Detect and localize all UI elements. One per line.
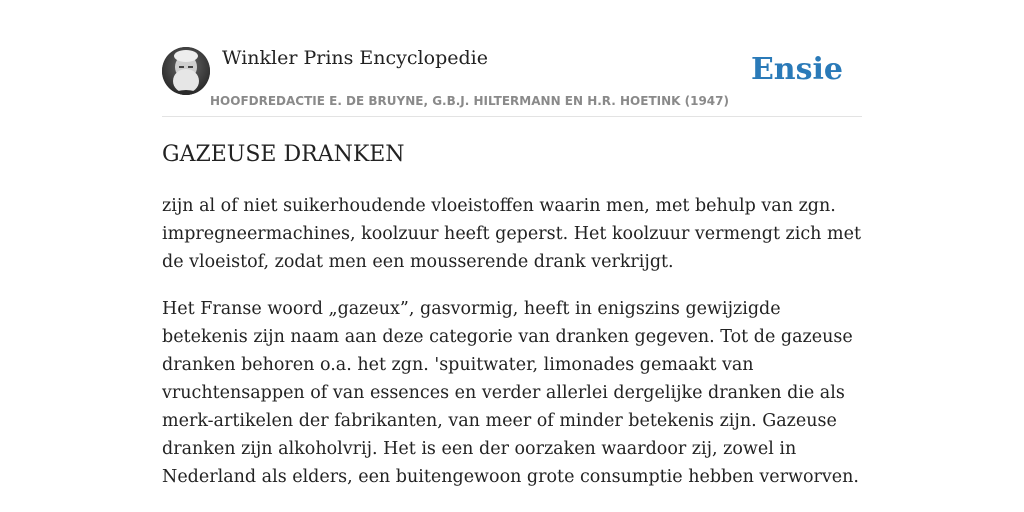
editorial-credit: HOOFDREDACTIE E. DE BRUYNE, G.B.J. HILTERMANN EN H.R. HOETINK (1947) xyxy=(210,94,729,108)
article-paragraph: Het Franse woord „gazeux”, gasvormig, heeft in enigszins gewijzigde betekenis zijn naam aan deze categorie van dranken gegeven. Tot de gazeuse dranken behoren o.a. het zgn. 'spuitwater, limonades gemaakt van vruchtensappen of van essences en verder allerlei dergelijke dranken die als merk-artikelen der fabrikanten, van meer of minder betekenis zijn. Gazeuse dranken zijn alkoholvrij. Het is een der oorzaken waardoor zij, zowel in Nederland als elders, een buitengewoon grote consumptie hebben verworven. xyxy=(162,299,859,487)
avatar[interactable] xyxy=(162,47,210,95)
site-header xyxy=(162,46,862,117)
article-body xyxy=(162,192,862,510)
ensie-logo-link[interactable]: Ensie xyxy=(750,52,843,87)
article-title: GAZEUSE DRANKEN xyxy=(162,142,405,167)
article-paragraph: zijn al of niet suikerhoudende vloeistoffen waarin men, met behulp van zgn. impregneermachines, koolzuur heeft geperst. Het koolzuur vermengt zich met de vloeistof, zodat men een mousserende drank verkrijgt. xyxy=(162,196,861,272)
portrait-photo-icon xyxy=(162,47,210,95)
site-title: Winkler Prins Encyclopedie xyxy=(222,47,488,69)
